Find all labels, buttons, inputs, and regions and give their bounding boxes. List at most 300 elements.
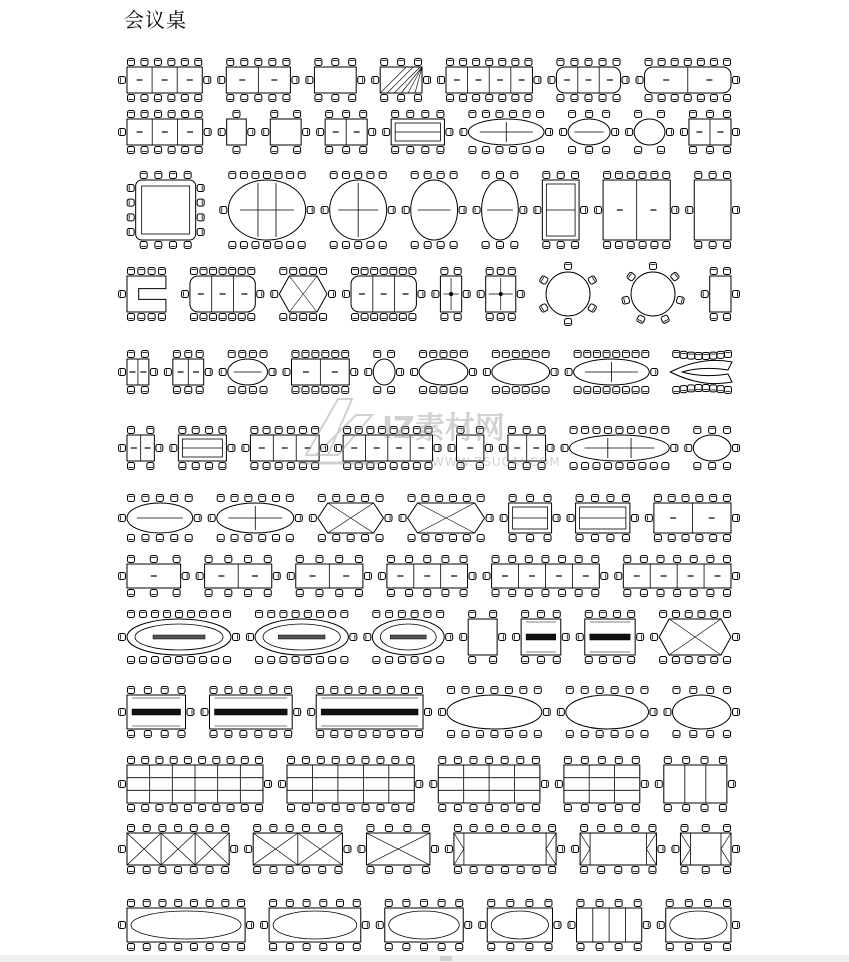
chair-icon [532, 387, 539, 394]
chair-icon [155, 242, 162, 249]
chair-icon [525, 95, 532, 102]
chair-icon [683, 805, 690, 812]
chair-icon [318, 535, 325, 542]
chair-icon [200, 268, 207, 275]
chair-icon [362, 805, 369, 812]
chair-icon [532, 757, 539, 764]
chair-icon [584, 387, 591, 394]
chair-icon [341, 611, 348, 618]
chair-icon [326, 111, 333, 118]
chair-icon [185, 535, 192, 542]
chair-icon [367, 172, 374, 179]
chair-icon [424, 172, 431, 179]
chair-icon [156, 445, 163, 452]
chair-icon [724, 172, 731, 179]
chair-icon [525, 556, 532, 563]
table-top [492, 359, 550, 385]
table-center-strip [278, 635, 325, 639]
chair-icon [502, 825, 509, 832]
chair-icon [717, 351, 724, 358]
chair-icon [685, 944, 692, 951]
chair-icon [695, 172, 702, 179]
chair-icon [733, 573, 740, 580]
chair-icon [392, 111, 399, 118]
table-top [666, 908, 731, 942]
chair-icon [432, 291, 439, 298]
chair-icon [571, 95, 578, 102]
chair-icon [306, 77, 313, 84]
page-title: 会议桌 [124, 8, 187, 32]
chair-icon [685, 900, 692, 907]
chair-icon [724, 687, 731, 694]
chair-icon [507, 900, 514, 907]
conference-table [247, 611, 357, 664]
chair-icon [663, 242, 670, 249]
chair-icon [158, 268, 165, 275]
chair-icon [347, 535, 354, 542]
chair-icon [469, 573, 476, 580]
chair-icon [247, 922, 254, 929]
chair-icon [144, 731, 151, 738]
chair-icon [599, 59, 606, 66]
chair-icon [497, 314, 504, 321]
chair-icon [574, 387, 581, 394]
chair-icon [512, 387, 519, 394]
chair-icon [496, 242, 503, 249]
chair-icon [572, 846, 579, 853]
chair-icon [613, 95, 620, 102]
chair-icon [411, 657, 418, 664]
table-top [380, 67, 422, 93]
chair-icon [420, 387, 427, 394]
chair-icon [454, 867, 461, 874]
chair-icon [150, 590, 157, 597]
chair-icon [392, 147, 399, 154]
chair-icon [256, 611, 263, 618]
chair-icon [270, 944, 277, 951]
chair-icon [632, 805, 639, 812]
chair-icon [673, 687, 680, 694]
chair-icon [378, 573, 385, 580]
conference-table [219, 351, 276, 394]
chair-icon [178, 731, 185, 738]
conference-table [672, 825, 740, 874]
chair-icon [233, 111, 240, 118]
chair-icon [688, 385, 695, 392]
chair-icon [320, 314, 327, 321]
chair-icon [128, 867, 135, 874]
chair-icon [251, 427, 258, 434]
chair-icon [184, 805, 191, 812]
chair-icon [565, 263, 572, 270]
conference-table [561, 427, 678, 470]
chair-icon [662, 427, 669, 434]
chair-icon [206, 900, 213, 907]
chair-icon [358, 77, 365, 84]
chair-icon [252, 172, 259, 179]
chair-icon [454, 757, 461, 764]
chair-icon [645, 95, 652, 102]
chair-icon [344, 846, 351, 853]
chair-icon [430, 351, 437, 358]
chair-icon [303, 900, 310, 907]
chair-icon [725, 351, 732, 358]
chair-icon [615, 573, 622, 580]
chair-icon [286, 900, 293, 907]
chair-icon [269, 95, 276, 102]
chair-icon [229, 268, 236, 275]
chair-icon [176, 657, 183, 664]
chair-icon [399, 268, 406, 275]
chair-icon [668, 495, 675, 502]
chair-icon [710, 314, 717, 321]
chair-icon [398, 95, 405, 102]
chair-icon [362, 922, 369, 929]
chair-icon [206, 463, 213, 470]
chair-icon [496, 147, 503, 154]
chair-icon [502, 351, 509, 358]
chair-icon [470, 867, 477, 874]
chair-icon [178, 687, 185, 694]
chair-icon [388, 207, 395, 214]
chair-icon [651, 634, 658, 641]
chair-icon [140, 611, 147, 618]
chair-icon [430, 781, 437, 788]
chair-icon [415, 95, 422, 102]
chair-icon [195, 111, 202, 118]
chair-icon [269, 369, 276, 376]
chair-icon [194, 515, 201, 522]
chair-icon [615, 757, 622, 764]
conference-table [402, 172, 466, 249]
table-top [447, 695, 542, 729]
chair-icon [615, 242, 622, 249]
chair-icon [408, 495, 415, 502]
chair-icon [463, 291, 470, 298]
chair-icon [441, 268, 448, 275]
conference-table [483, 351, 558, 394]
chair-icon [724, 314, 731, 321]
chair-icon [220, 207, 227, 214]
chair-icon [343, 291, 350, 298]
chair-icon [582, 463, 589, 470]
chair-icon [460, 351, 467, 358]
chair-icon [469, 611, 476, 618]
chair-icon [205, 556, 212, 563]
chair-icon [537, 657, 544, 664]
chair-icon [210, 268, 217, 275]
chair-icon [155, 111, 162, 118]
chair-icon [385, 515, 392, 522]
chair-icon [454, 268, 461, 275]
chair-icon [127, 214, 134, 221]
chair-icon [622, 535, 629, 542]
conference-table [119, 351, 158, 394]
chair-icon [537, 611, 544, 618]
chair-icon [525, 59, 532, 66]
chair-icon [430, 387, 437, 394]
chair-icon [240, 172, 247, 179]
chair-icon [711, 611, 718, 618]
chair-icon [442, 556, 449, 563]
chair-icon [657, 556, 664, 563]
chair-icon [256, 657, 263, 664]
chair-icon [544, 535, 551, 542]
chair-icon [438, 900, 445, 907]
chair-icon [448, 687, 455, 694]
table-top [385, 908, 463, 942]
chair-icon [615, 900, 622, 907]
chair-icon [140, 172, 147, 179]
chair-icon [128, 59, 135, 66]
chair-icon [615, 944, 622, 951]
chair-icon [724, 944, 731, 951]
chair-icon [603, 387, 610, 394]
chair-icon [406, 590, 413, 597]
chair-icon [329, 611, 336, 618]
chair-icon [317, 731, 324, 738]
chair-icon [127, 229, 134, 236]
chair-icon [403, 900, 410, 907]
chair-icon [554, 922, 561, 929]
chair-icon [279, 781, 286, 788]
chair-icon [376, 535, 383, 542]
chair-icon [273, 573, 280, 580]
watermark-logo-text: IZ素材网 [382, 411, 505, 446]
chair-icon [425, 463, 432, 470]
chair-icon [538, 427, 545, 434]
chair-icon [512, 351, 519, 358]
chair-icon [342, 351, 349, 358]
chair-icon [407, 757, 414, 764]
conference-table [565, 351, 658, 394]
chair-icon [477, 291, 484, 298]
chair-icon [373, 657, 380, 664]
chair-icon [190, 900, 197, 907]
chair-icon [206, 825, 213, 832]
chair-icon [534, 731, 541, 738]
chair-icon [681, 867, 688, 874]
chair-icon [707, 590, 714, 597]
chair-icon [490, 611, 497, 618]
chair-icon [315, 95, 322, 102]
chair-icon [611, 687, 618, 694]
table-top [127, 276, 166, 312]
chair-icon [208, 515, 215, 522]
chair-icon [371, 314, 378, 321]
chair-icon [119, 922, 126, 929]
chair-icon [525, 590, 532, 597]
chair-icon [377, 757, 384, 764]
chair-icon [403, 944, 410, 951]
chair-icon [593, 351, 600, 358]
chair-icon [175, 900, 182, 907]
conference-table [119, 427, 163, 470]
chair-icon [698, 611, 705, 618]
chair-icon [724, 95, 731, 102]
chair-icon [290, 268, 297, 275]
chair-icon [332, 59, 339, 66]
chair-icon [259, 495, 266, 502]
chair-icon [316, 657, 323, 664]
chair-icon [312, 351, 319, 358]
chair-icon [724, 611, 731, 618]
chair-icon [239, 351, 246, 358]
chair-icon [697, 59, 704, 66]
chair-icon [141, 111, 148, 118]
chair-icon [523, 147, 530, 154]
chair-icon [505, 687, 512, 694]
chair-icon [709, 172, 716, 179]
chair-icon [401, 731, 408, 738]
chair-icon [666, 944, 673, 951]
chair-icon [627, 463, 634, 470]
chair-icon [182, 573, 189, 580]
conference-table [655, 757, 735, 812]
chair-icon [460, 95, 467, 102]
chair-icon [560, 129, 567, 136]
chair-icon [387, 687, 394, 694]
chair-icon [657, 111, 664, 118]
chair-icon [568, 922, 575, 929]
chair-icon [501, 757, 508, 764]
chair-icon [331, 731, 338, 738]
chair-icon [486, 757, 493, 764]
conference-table [680, 111, 739, 154]
chair-icon [127, 185, 134, 192]
chair-icon [355, 590, 362, 597]
chair-icon [210, 731, 217, 738]
chair-icon [128, 495, 135, 502]
chair-icon [376, 495, 383, 502]
chair-icon [240, 242, 247, 249]
chair-icon [402, 207, 409, 214]
chair-icon [335, 825, 342, 832]
chair-icon [270, 687, 277, 694]
chair-icon [622, 387, 629, 394]
chair-icon [559, 590, 566, 597]
chair-icon [642, 387, 649, 394]
chair-icon [717, 386, 724, 393]
chair-icon [671, 445, 678, 452]
conference-table [119, 556, 190, 597]
chair-icon [119, 781, 126, 788]
chair-icon [331, 687, 338, 694]
conference-table [572, 825, 665, 874]
table-center-strip [390, 635, 426, 639]
chair-icon [577, 944, 584, 951]
chair-icon [612, 129, 619, 136]
chair-icon [526, 944, 533, 951]
chair-icon [268, 657, 275, 664]
chair-icon [532, 351, 539, 358]
chair-icon [683, 757, 690, 764]
chair-icon [704, 944, 711, 951]
chair-icon [733, 129, 740, 136]
chair-icon [155, 172, 162, 179]
chair-icon [421, 944, 428, 951]
chair-icon [710, 95, 717, 102]
chair-icon [128, 387, 135, 394]
chair-icon [316, 590, 323, 597]
conference-table [473, 172, 527, 249]
chair-icon [639, 427, 646, 434]
chair-icon [170, 757, 177, 764]
chair-icon [200, 657, 207, 664]
chair-icon [651, 369, 658, 376]
chair-icon [449, 535, 456, 542]
chair-icon [724, 59, 731, 66]
chair-icon [241, 59, 248, 66]
chair-icon [575, 590, 582, 597]
chair-icon [640, 590, 647, 597]
chair-icon [672, 611, 679, 618]
chair-icon [473, 207, 480, 214]
chair-icon [585, 95, 592, 102]
chair-icon [238, 314, 245, 321]
chair-icon [710, 495, 717, 502]
chair-icon [547, 445, 554, 452]
chair-icon [128, 95, 135, 102]
chair-icon [280, 314, 287, 321]
chair-icon [159, 867, 166, 874]
chair-icon [251, 463, 258, 470]
conference-table [261, 900, 370, 951]
chair-icon [374, 351, 381, 358]
chair-icon [141, 95, 148, 102]
chair-icon [440, 387, 447, 394]
chair-icon [501, 805, 508, 812]
chair-icon [424, 590, 431, 597]
chair-icon [598, 867, 605, 874]
chair-icon [603, 147, 610, 154]
chair-icon [255, 95, 262, 102]
chair-icon [450, 172, 457, 179]
chair-icon [567, 515, 574, 522]
chair-icon [280, 657, 287, 664]
chair-icon [336, 590, 343, 597]
chair-icon [710, 59, 717, 66]
chair-icon [640, 556, 647, 563]
chair-icon [218, 77, 225, 84]
chair-icon [668, 535, 675, 542]
chair-icon [199, 805, 206, 812]
chair-icon [231, 495, 238, 502]
chair-icon [661, 315, 670, 324]
chair-icon [192, 463, 199, 470]
chair-icon [353, 900, 360, 907]
chair-icon [249, 351, 256, 358]
chair-icon [310, 268, 317, 275]
chair-icon [406, 556, 413, 563]
chair-icon [733, 77, 740, 84]
table-top [227, 119, 247, 145]
chair-icon [632, 825, 639, 832]
chair-icon [542, 590, 549, 597]
chair-icon [219, 268, 226, 275]
chair-icon [473, 59, 480, 66]
chair-icon [229, 242, 236, 249]
chair-icon [557, 242, 564, 249]
chair-icon [616, 463, 623, 470]
chair-icon [309, 515, 316, 522]
chair-icon [651, 242, 658, 249]
chair-icon [219, 427, 226, 434]
conference-table [430, 757, 549, 812]
chair-icon [404, 867, 411, 874]
chair-icon [353, 944, 360, 951]
chair-icon [128, 825, 135, 832]
